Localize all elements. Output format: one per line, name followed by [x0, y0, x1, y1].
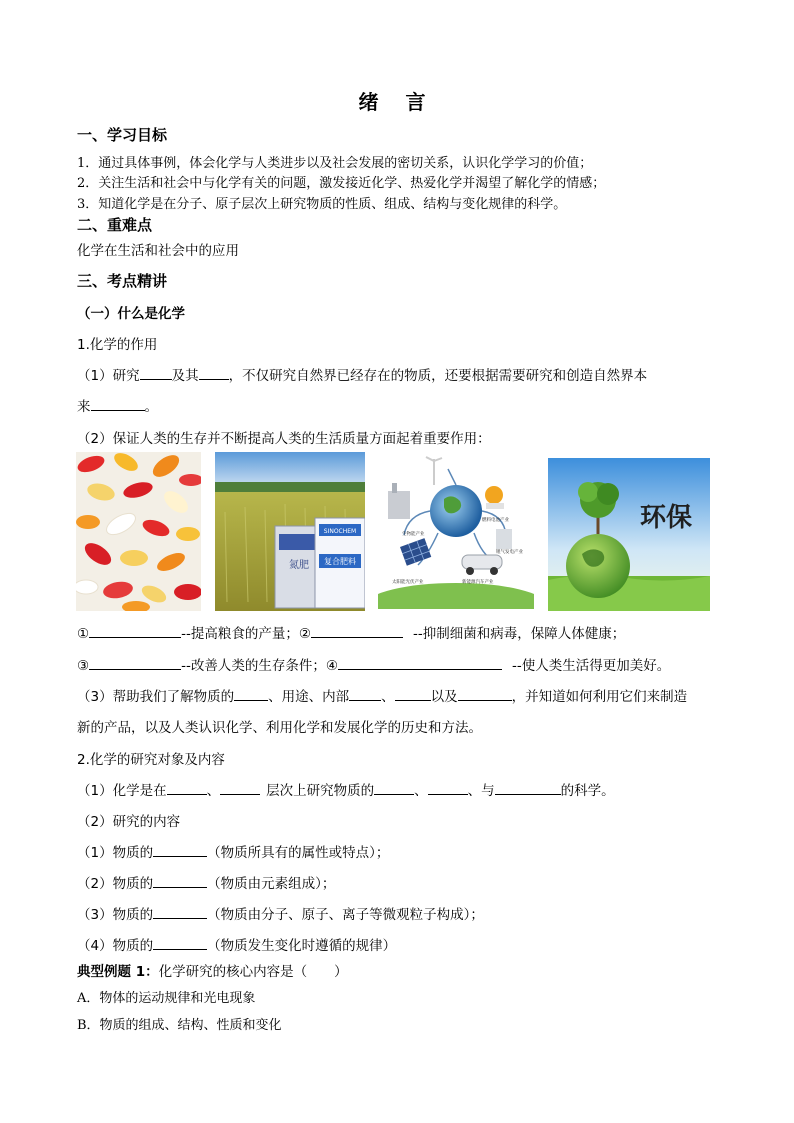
fill-row-3: （3）帮助我们了解物质的 、用途、内部 、 以及 ，并知道如何利用它们来制造 — [77, 689, 688, 705]
goal-item-3: 3．知道化学是在分子、原子层次上研究物质的性质、组成、结构与变化规律的科学。 — [77, 197, 567, 212]
example-option-b: B．物质的组成、结构、性质和变化 — [77, 1018, 282, 1033]
role-line-3: （2）保证人类的生存并不断提高人类的生活质量方面起着重要作用： — [77, 431, 491, 447]
energy-label-fuel-cell: 燃料电池产业 — [482, 518, 509, 523]
wheat-field-fertilizer-image — [215, 452, 365, 611]
energy-label-ev: 新能源汽车产业 — [462, 580, 494, 585]
page-title: 绪 言 — [358, 90, 436, 114]
topic-role-title: 1.化学的作用 — [77, 337, 158, 353]
fertilizer-bag-1-label: 氮肥 — [289, 560, 309, 571]
env-protection-text: 环保 — [639, 503, 693, 533]
object-line-1: （1）化学是在 、 层次上研究物质的 、 、与 的科学。 — [77, 783, 615, 799]
fill-row-4: 新的产品，以及人类认识化学、利用化学和发展化学的历史和方法。 — [77, 720, 482, 736]
goal-item-2: 2．关注生活和社会中与化学有关的问题，激发接近化学、热爱化学并渴望了解化学的情感； — [77, 176, 606, 191]
energy-label-solar: 太阳能光伏产业 — [392, 580, 424, 585]
role-line-2: 来 。 — [77, 399, 158, 415]
example-question: 典型例题 1：化学研究的核心内容是（ ） — [77, 964, 348, 980]
fill-row-1: ① --提高粮食的产量；② --抑制细菌和病毒，保障人体健康； — [77, 626, 626, 642]
fertilizer-bag-2-label: 复合肥料 — [324, 557, 356, 566]
new-energy-industry-image — [378, 455, 534, 609]
content-item-4: （4）物质的 （物质发生变化时遵循的规律） — [77, 938, 397, 954]
content-item-3: （3）物质的 （物质由分子、原子、离子等微观粒子构成）； — [77, 907, 484, 923]
environmental-protection-image — [548, 458, 710, 611]
section-heading-key: 二、重难点 — [77, 216, 153, 234]
energy-label-gas: 锂气发电产业 — [496, 550, 523, 555]
fertilizer-brand-label: SINOCHEM — [323, 528, 357, 535]
subsection-what-is-chemistry: （一）什么是化学 — [77, 306, 185, 322]
role-line-1: （1）研究 及其 ，不仅研究自然界已经存在的物质，还要根据需要研究和创造自然界本 — [77, 368, 648, 384]
content-heading: （2）研究的内容 — [77, 814, 181, 830]
topic-object-title: 2.化学的研究对象及内容 — [77, 752, 225, 768]
content-item-2: （2）物质的 （物质由元素组成）； — [77, 876, 336, 892]
key-point-text: 化学在生活和社会中的应用 — [77, 243, 239, 259]
medicine-pills-image — [76, 452, 201, 611]
section-heading-goals: 一、学习目标 — [77, 126, 168, 144]
section-heading-topics: 三、考点精讲 — [77, 272, 168, 290]
goal-item-1: 1．通过具体事例，体会化学与人类进步以及社会发展的密切关系，认识化学学习的价值； — [77, 156, 593, 171]
content-item-1: （1）物质的 （物质所具有的属性或特点）； — [77, 845, 390, 861]
example-option-a: A．物体的运动规律和光电现象 — [77, 991, 256, 1006]
fill-row-2: ③ --改善人类的生存条件；④ --使人类生活得更加美好。 — [77, 658, 671, 674]
energy-label-bio: 生物能产业 — [402, 532, 425, 537]
